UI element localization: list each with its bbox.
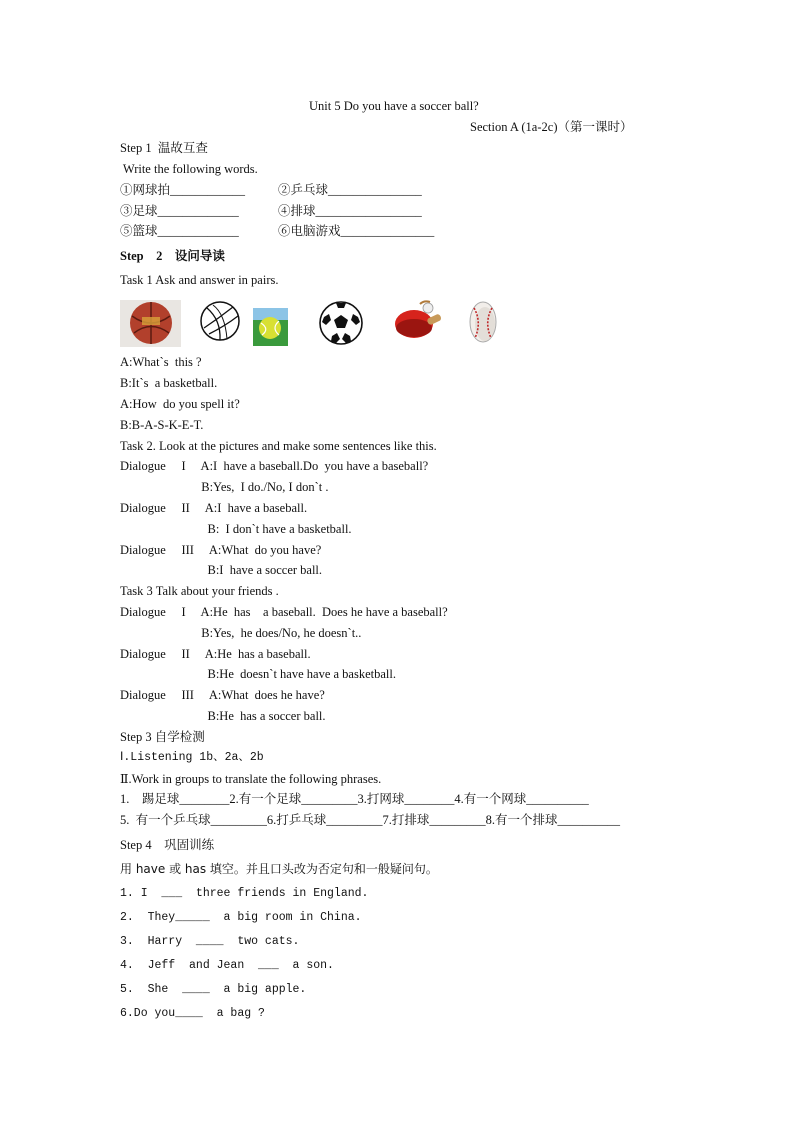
word-blank-5: ⑤篮球_____________ [120,224,239,238]
soccer-ball-icon [318,300,364,346]
step3-heading: Step 3 自学检测 [120,730,205,744]
step3-item-2: Ⅱ.Work in groups to translate the following phrases. [120,772,382,786]
step2-heading: Step 2 设问导读 [120,249,225,263]
tennis-ball-photo [253,308,288,346]
phrases-line-1: 1. 踢足球________2.有一个足球_________3.打网球________4.有一个网球__________ [120,792,589,806]
dialogue-line: B:Yes, he does/No, he doesn`t.. [120,626,362,640]
exercise-item: 1. I ___ three friends in England. [120,887,369,900]
exercise-item: 2. They_____ a big room in China. [120,911,362,924]
dialogue-line: Dialogue II A:He has a baseball. [120,647,311,661]
dialogue-line: Dialogue I A:He has a baseball. Does he have a baseball? [120,605,448,619]
exercise-item: 6.Do you____ a bag ? [120,1007,265,1020]
word-blank-3: ③足球_____________ [120,204,239,218]
step4-heading: Step 4 巩固训练 [120,838,215,852]
word-blank-6: ⑥电脑游戏_______________ [278,224,435,238]
dialogue-line: Dialogue III A:What does he have? [120,688,325,702]
step4-instruction: 用 have 或 has 填空。并且口头改为否定句和一般疑问句。 [120,862,438,876]
dialogue-line: Dialogue I A:I have a baseball.Do you have a baseball? [120,459,429,473]
word-blank-1: ①网球拍____________ [120,183,246,197]
exercise-item: 3. Harry ____ two cats. [120,935,300,948]
step3-item-1: Ⅰ.Listening 1b、2a、2b [120,751,264,764]
task3-heading: Task 3 Talk about your friends . [120,584,279,598]
qa-line: A:What`s this ? [120,355,202,369]
phrases-line-2: 5. 有一个乒乓球_________6.打乒乓球_________7.打排球_________8.有一个排球__________ [120,813,621,827]
baseball-icon [468,300,498,345]
word-blank-2: ②乒乓球_______________ [278,183,422,197]
qa-line: B:B-A-S-K-E-T. [120,418,204,432]
page-title: Unit 5 Do you have a soccer ball? [309,99,479,113]
ping-pong-paddle-icon [394,298,446,342]
task1-heading: Task 1 Ask and answer in pairs. [120,273,279,287]
dialogue-line: B:He doesn`t have have a basketball. [120,667,396,681]
dialogue-line: Dialogue II A:I have a baseball. [120,501,308,515]
task2-heading: Task 2. Look at the pictures and make some sentences like this. [120,439,437,453]
dialogue-line: B:I have a soccer ball. [120,563,323,577]
dialogue-line: B:He has a soccer ball. [120,709,326,723]
volleyball-icon [199,298,241,344]
exercise-item: 4. Jeff and Jean ___ a son. [120,959,334,972]
section-label: Section A (1a-2c)（第一课时） [470,120,633,134]
dialogue-line: B:Yes, I do./No, I don`t . [120,480,329,494]
qa-line: B:It`s a basketball. [120,376,218,390]
step1-heading: Step 1 温故互查 [120,141,208,155]
qa-line: A:How do you spell it? [120,397,240,411]
basketball-photo [120,300,181,347]
step1-instruction: Write the following words. [120,162,258,176]
exercise-item: 5. She ____ a big apple. [120,983,307,996]
word-blank-4: ④排球_________________ [278,204,422,218]
dialogue-line: Dialogue III A:What do you have? [120,543,322,557]
dialogue-line: B: I don`t have a basketball. [120,522,352,536]
